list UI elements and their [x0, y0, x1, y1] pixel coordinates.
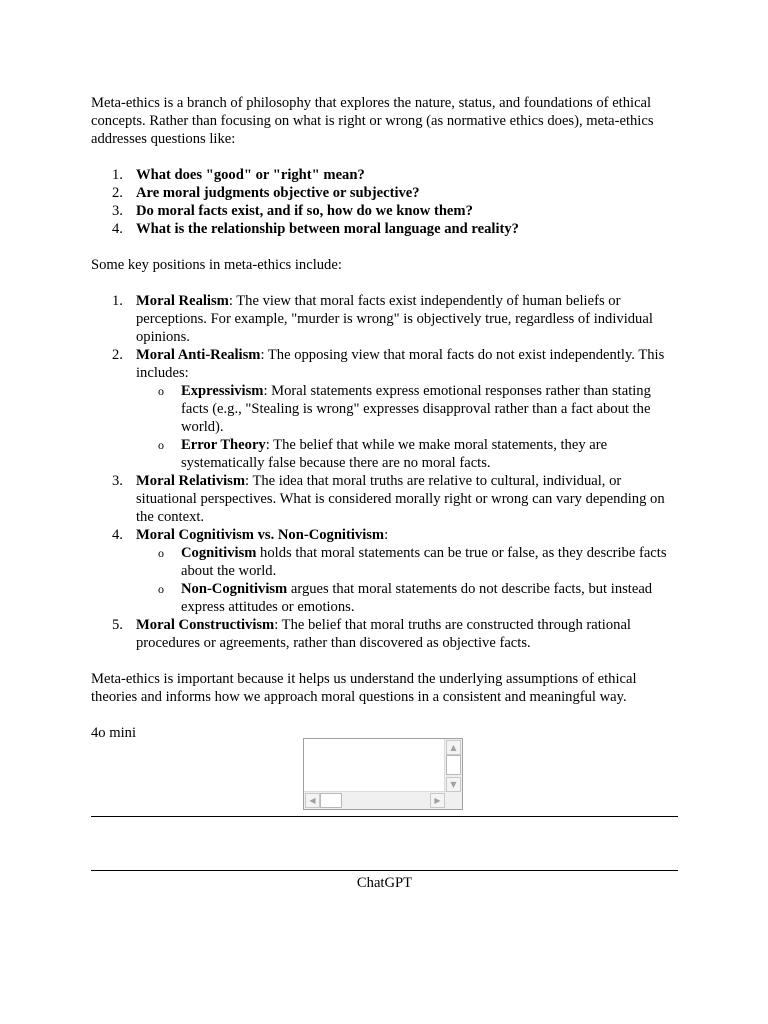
list-item: [91, 184, 679, 202]
positions-list: [91, 292, 679, 652]
sub-list-item: [136, 382, 679, 436]
question-text: What does "good" or "right" mean?: [136, 167, 365, 183]
sub-list-item: [136, 580, 679, 616]
list-number: 3.: [112, 203, 123, 219]
list-item: [91, 202, 679, 220]
position-text: : The idea that moral truths are relative to cultural, individual, or situational perspectives. What is considered morally right or wrong can vary depending on the context.: [136, 473, 665, 525]
list-number: 1.: [112, 167, 123, 183]
sub-list: [136, 382, 679, 472]
closing-paragraph: Meta-ethics is important because it helps us understand the underlying assumptions of ethical theories and informs how we approach moral questions in a consistent and meaningful way.: [91, 671, 637, 705]
position-term: Moral Realism: [136, 293, 229, 309]
sub-list-item: [136, 544, 679, 580]
horizontal-scroll-thumb[interactable]: [320, 793, 342, 808]
bullet-marker: o: [158, 546, 164, 560]
list-item: [91, 472, 679, 526]
sub-text: : Moral statements express emotional responses rather than stating facts (e.g., "Stealing is wrong" expresses disapproval rather than a fact about the world).: [181, 383, 651, 435]
sub-term: Cognitivism: [181, 545, 257, 561]
list-item: [91, 346, 679, 472]
positions-intro: Some key positions in meta-ethics include:: [91, 257, 342, 273]
list-item: [91, 292, 679, 346]
sub-text: : The belief that while we make moral statements, they are systematically false because there are no moral facts.: [181, 437, 608, 471]
sub-text: holds that moral statements can be true or false, as they describe facts about the world.: [181, 545, 667, 579]
position-text: :: [384, 527, 389, 543]
sub-term: Expressivism: [181, 383, 264, 399]
scroll-left-icon[interactable]: ◀: [305, 793, 320, 808]
divider: [91, 870, 678, 871]
sub-term: Non-Cognitivism: [181, 581, 288, 597]
sub-list-item: [136, 436, 679, 472]
vertical-scroll-thumb[interactable]: [446, 755, 461, 775]
vertical-scrollbar[interactable]: [444, 739, 462, 793]
questions-list: [91, 166, 679, 238]
scroll-right-icon[interactable]: ▶: [430, 793, 445, 808]
question-text: Are moral judgments objective or subjective?: [136, 185, 420, 201]
sub-list: [136, 544, 679, 616]
position-text: : The view that moral facts exist independently of human beliefs or perceptions. For example, "murder is wrong" is objectively true, regardless of individual opinions.: [136, 293, 653, 345]
list-number: 4.: [112, 527, 123, 543]
question-text: Do moral facts exist, and if so, how do we know them?: [136, 203, 473, 219]
list-item: [91, 220, 679, 238]
list-number: 2.: [112, 347, 123, 363]
list-number: 3.: [112, 473, 123, 489]
list-number: 5.: [112, 617, 123, 633]
divider: [91, 816, 678, 817]
position-text: : The belief that moral truths are constructed through rational procedures or agreements, rather than discovered as objective facts.: [136, 617, 631, 651]
sub-term: Error Theory: [181, 437, 266, 453]
position-term: Moral Cognitivism vs. Non-Cognitivism: [136, 527, 385, 543]
intro-paragraph: Meta-ethics is a branch of philosophy that explores the nature, status, and foundations of ethical concepts. Rather than focusing on what is right or wrong (as normative ethics does), meta-ethics addresses questions like:: [91, 95, 654, 147]
bullet-marker: o: [158, 582, 164, 596]
list-number: 2.: [112, 185, 123, 201]
list-item: [91, 616, 679, 652]
position-text: : The opposing view that moral facts do not exist independently. This includes:: [136, 347, 665, 381]
sub-text: argues that moral statements do not describe facts, but instead express attitudes or emotions.: [181, 581, 653, 615]
scrollbar-corner: [445, 792, 462, 809]
list-number: 4.: [112, 221, 123, 237]
horizontal-scrollbar[interactable]: [304, 791, 446, 809]
footer-title: ChatGPT: [356, 875, 413, 891]
bullet-marker: o: [158, 438, 164, 452]
scroll-up-icon[interactable]: ▲: [446, 740, 461, 755]
scroll-down-icon[interactable]: ▼: [446, 777, 461, 792]
list-number: 1.: [112, 293, 123, 309]
list-item: [91, 526, 679, 616]
message-textarea[interactable]: [303, 738, 463, 810]
model-label: 4o mini: [91, 725, 136, 741]
position-term: Moral Constructivism: [136, 617, 275, 633]
bullet-marker: o: [158, 384, 164, 398]
position-term: Moral Relativism: [136, 473, 246, 489]
list-item: [91, 166, 679, 184]
question-text: What is the relationship between moral language and reality?: [136, 221, 519, 237]
document-body: [91, 94, 679, 742]
position-term: Moral Anti-Realism: [136, 347, 261, 363]
